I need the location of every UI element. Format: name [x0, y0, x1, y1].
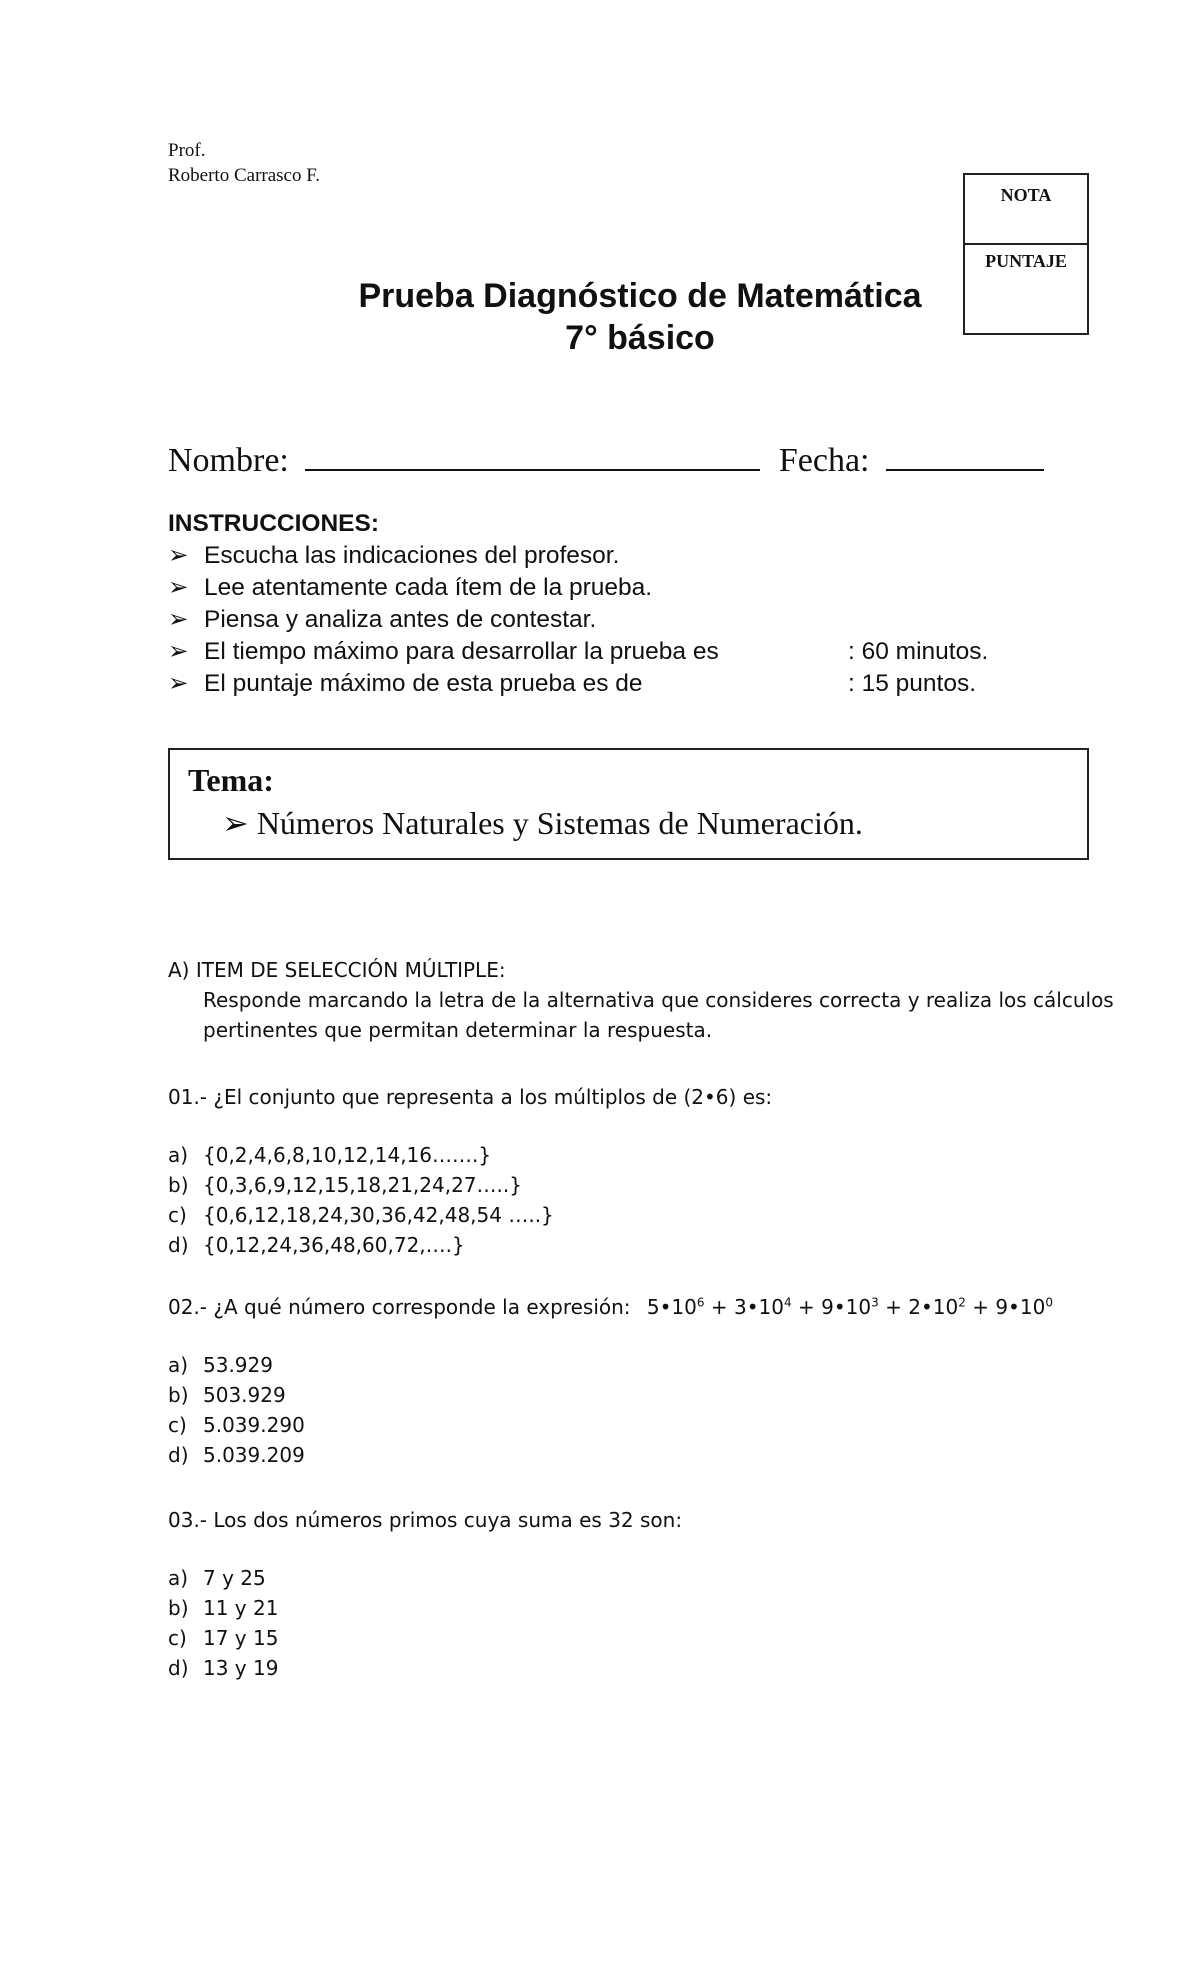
answer-option[interactable]: [168, 1230, 554, 1260]
answer-option[interactable]: [168, 1140, 554, 1170]
arrow-bullet-icon: ➢: [168, 638, 189, 665]
instruction-item: [168, 636, 989, 668]
question-1-prompt: 01.- ¿El conjunto que representa a los múltiplos de (2•6) es:: [168, 1085, 773, 1109]
section-a-title: A) ITEM DE SELECCIÓN MÚLTIPLE:: [168, 958, 506, 982]
name-label: Nombre:: [168, 442, 289, 479]
option-letter: d): [168, 1656, 189, 1680]
option-text: 5.039.290: [203, 1413, 305, 1437]
arrow-bullet-icon: ➢: [222, 805, 249, 841]
option-text: 11 y 21: [203, 1596, 279, 1620]
term-base: 9•10: [995, 1295, 1046, 1319]
option-letter: b): [168, 1173, 189, 1197]
option-text: 17 y 15: [203, 1626, 279, 1650]
question-2-options: [168, 1350, 305, 1470]
question-3-prompt: 03.- Los dos números primos cuya suma es 32 son:: [168, 1508, 683, 1532]
instruction-item: [168, 540, 719, 572]
answer-option[interactable]: [168, 1410, 305, 1440]
plus-sign: +: [704, 1295, 734, 1319]
tema-item-text: Números Naturales y Sistemas de Numeración.: [256, 805, 863, 841]
prof-name: Roberto Carrasco F.: [168, 165, 321, 186]
question-2-expression: [647, 1295, 1053, 1319]
prof-label: Prof.: [168, 140, 206, 161]
section-a-description: Responde marcando la letra de la alternativa que consideres correcta y realiza los cálculos pertinentes que permitan determinar la respuesta.: [203, 988, 1114, 1042]
term-exponent: 4: [783, 1295, 792, 1310]
name-blank[interactable]: [305, 437, 760, 471]
option-text: 7 y 25: [203, 1566, 266, 1590]
instructions: [168, 508, 989, 700]
instruction-text: Escucha las indicaciones del profesor.: [204, 542, 620, 569]
expression-term: [908, 1295, 966, 1319]
expression-term: [821, 1295, 879, 1319]
question-1-options: [168, 1140, 554, 1260]
option-text: 13 y 19: [203, 1656, 279, 1680]
answer-option[interactable]: [168, 1563, 278, 1593]
instruction-value: : 60 minutos.: [848, 638, 989, 665]
title-line-2: 7° básico: [565, 319, 715, 357]
answer-option[interactable]: [168, 1380, 305, 1410]
answer-option[interactable]: [168, 1653, 278, 1683]
title-line-1: Prueba Diagnóstico de Matemática: [358, 277, 922, 315]
expression-term: [734, 1295, 792, 1319]
term-exponent: 6: [696, 1295, 705, 1310]
option-letter: a): [168, 1566, 189, 1590]
instruction-value: : 15 puntos.: [848, 670, 977, 697]
option-letter: c): [168, 1413, 187, 1437]
answer-option[interactable]: [168, 1593, 278, 1623]
term-base: 5•10: [646, 1295, 697, 1319]
option-text: {0,2,4,6,8,10,12,14,16…….}: [203, 1143, 492, 1167]
arrow-bullet-icon: ➢: [168, 670, 189, 697]
score-box: [963, 173, 1089, 335]
answer-option[interactable]: [168, 1200, 554, 1230]
arrow-bullet-icon: ➢: [168, 606, 189, 633]
plus-sign: +: [791, 1295, 822, 1319]
option-letter: d): [168, 1443, 189, 1467]
option-letter: d): [168, 1233, 189, 1257]
question-2-prompt: [168, 1292, 1053, 1322]
tema-box: [168, 748, 1089, 860]
instructions-heading: INSTRUCCIONES:: [168, 510, 379, 537]
instruction-item: [168, 604, 719, 636]
student-fields: [168, 437, 1044, 480]
answer-option[interactable]: [168, 1350, 305, 1380]
instruction-text: El puntaje máximo de esta prueba es de: [204, 670, 643, 697]
section-a: [168, 955, 1128, 1045]
option-text: {0,12,24,36,48,60,72,….}: [203, 1233, 465, 1257]
instruction-item: [168, 668, 977, 700]
arrow-bullet-icon: ➢: [168, 574, 189, 601]
option-letter: b): [168, 1596, 189, 1620]
question-3-options: [168, 1563, 278, 1683]
instruction-text: Piensa y analiza antes de contestar.: [204, 606, 597, 633]
term-base: 3•10: [734, 1295, 784, 1319]
option-text: {0,3,6,9,12,15,18,21,24,27…..}: [203, 1173, 522, 1197]
answer-option[interactable]: [168, 1440, 305, 1470]
tema-item: [222, 804, 863, 842]
page-title: [300, 275, 980, 359]
expression-term: [995, 1295, 1053, 1319]
teacher-info: [168, 138, 320, 188]
option-letter: c): [168, 1203, 187, 1227]
answer-option[interactable]: [168, 1170, 554, 1200]
option-letter: b): [168, 1383, 189, 1407]
term-exponent: 0: [1045, 1295, 1053, 1310]
option-letter: a): [168, 1143, 189, 1167]
instruction-text: Lee atentamente cada ítem de la prueba.: [204, 574, 653, 601]
option-text: 503.929: [203, 1383, 286, 1407]
term-exponent: 2: [958, 1295, 966, 1310]
date-blank[interactable]: [886, 437, 1044, 471]
plus-sign: +: [965, 1295, 996, 1319]
date-label: Fecha:: [778, 442, 870, 479]
option-text: 5.039.209: [203, 1443, 305, 1467]
option-letter: c): [168, 1626, 187, 1650]
tema-label: Tema:: [188, 762, 274, 798]
term-base: 2•10: [908, 1295, 959, 1319]
plus-sign: +: [878, 1295, 909, 1319]
option-text: {0,6,12,18,24,30,36,42,48,54 …..}: [203, 1203, 554, 1227]
puntaje-label: PUNTAJE: [985, 251, 1067, 271]
option-text: 53.929: [203, 1353, 273, 1377]
option-letter: a): [168, 1353, 189, 1377]
nota-label: NOTA: [965, 175, 1087, 245]
instruction-text: El tiempo máximo para desarrollar la prueba es: [204, 638, 719, 665]
term-base: 9•10: [821, 1295, 872, 1319]
instruction-item: [168, 572, 719, 604]
expression-term: [647, 1295, 705, 1319]
arrow-bullet-icon: ➢: [168, 542, 189, 569]
question-2-prompt-text: 02.- ¿A qué número corresponde la expresión:: [168, 1295, 631, 1319]
answer-option[interactable]: [168, 1623, 278, 1653]
term-exponent: 3: [871, 1295, 879, 1310]
